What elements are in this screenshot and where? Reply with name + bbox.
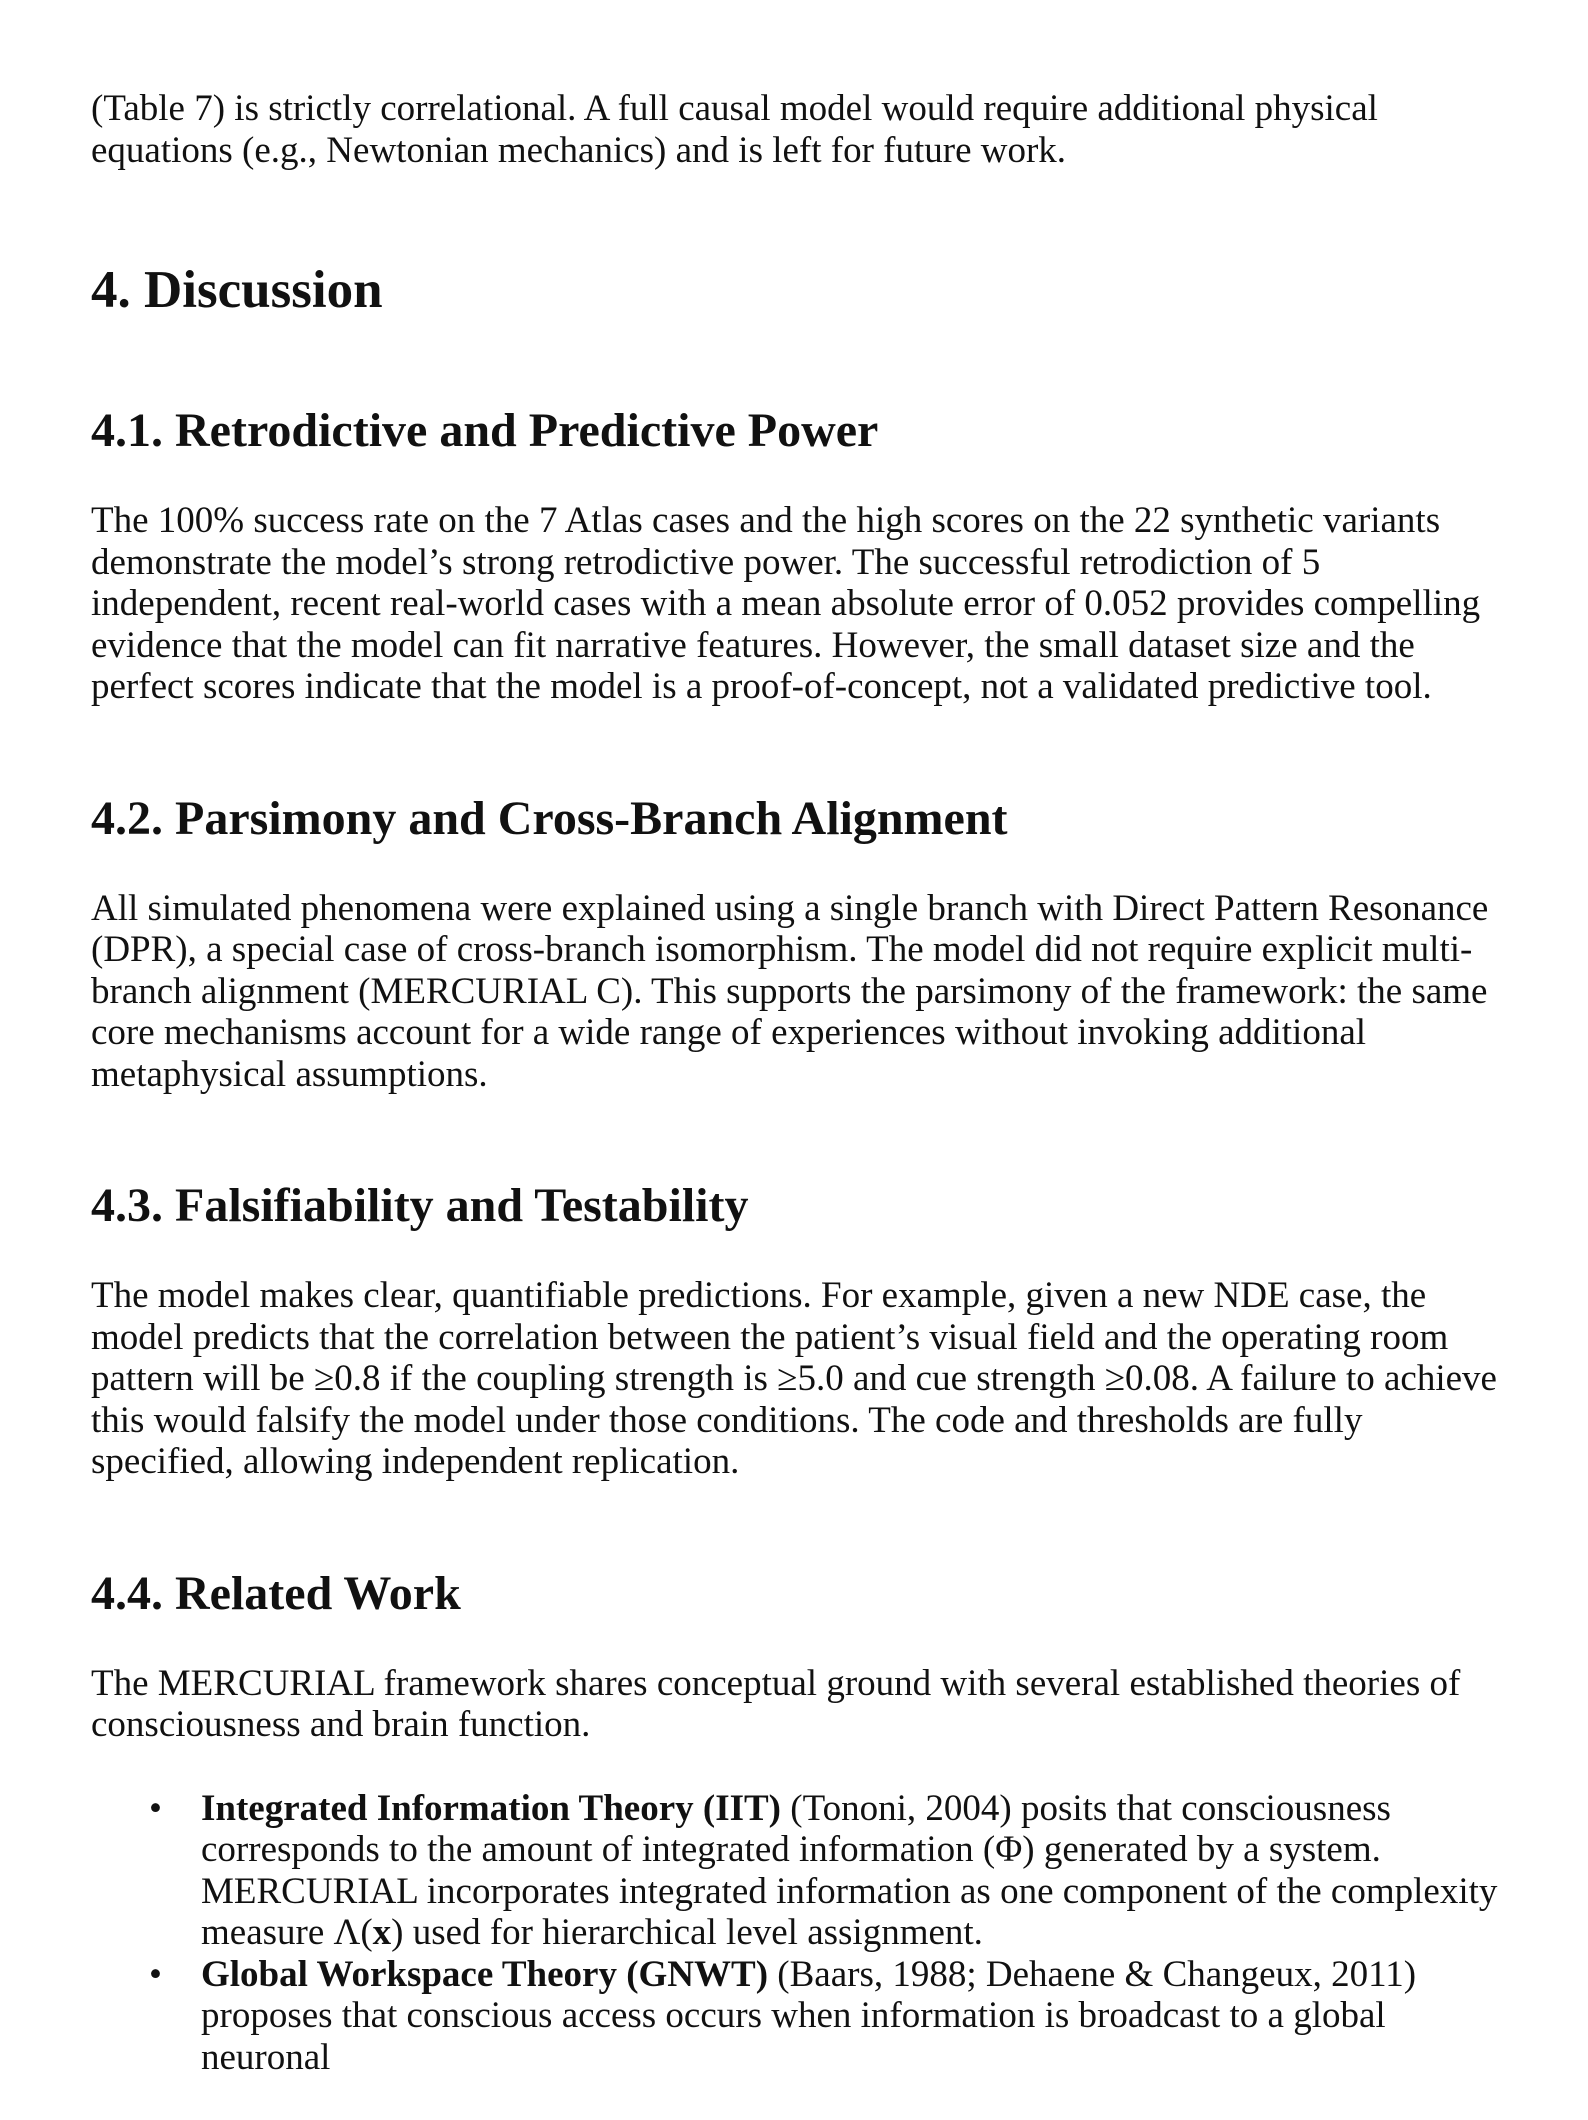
iit-description: (Tononi, 2004) posits that consciousness corresponds to the amount of integrated information (Φ) generated by a system. MERCURIAL incorporates integrated information as one component of the complexity measure Λ(	[201, 1787, 1498, 1953]
related-work-list	[91, 1788, 1511, 2079]
paragraph-4-1: The 100% success rate on the 7 Atlas cases and the high scores on the 22 synthetic variants demonstrate the model’s strong retrodictive power. The successful retrodiction of 5 independent, recent real-world cases with a mean absolute error of 0.052 provides compelling evidence that the model can fit narrative features. However, the small dataset size and the perfect scores indicate that the model is a proof-of-concept, not a validated predictive tool.	[91, 500, 1481, 707]
paragraph-4-2: All simulated phenomena were explained using a single branch with Direct Pattern Resonance (DPR), a special case of cross-branch isomorphism. The model did not require explicit multi-branch alignment (MERCURIAL C). This supports the parsimony of the framework: the same core mechanisms account for a wide range of experiences without invoking additional metaphysical assumptions.	[91, 887, 1489, 1095]
bullet-marker: •	[149, 1787, 162, 1829]
subsection-heading-4-2: 4.2. Parsimony and Cross-Branch Alignment	[91, 791, 1008, 845]
term-iit: Integrated Information Theory (IIT)	[201, 1787, 781, 1829]
subsection-heading-4-4: 4.4. Related Work	[91, 1566, 461, 1620]
paper-page	[91, 88, 1511, 2078]
gnwt-description: (Baars, 1988; Dehaene & Changeux, 2011) proposes that conscious access occurs when information is broadcast to a global neuronal	[201, 1953, 1417, 2078]
bold-x-symbol: x	[372, 1912, 392, 1953]
list-item-gnwt	[91, 1954, 1511, 2079]
subsection-heading-4-3: 4.3. Falsifiability and Testability	[91, 1179, 749, 1232]
paragraph-4-4: The MERCURIAL framework shares conceptual ground with several established theories of consciousness and brain function.	[91, 1662, 1461, 1745]
bullet-marker: •	[149, 1953, 162, 1995]
intro-paragraph: (Table 7) is strictly correlational. A full causal model would require additional physical equations (e.g., Newtonian mechanics) and is left for future work.	[91, 88, 1378, 171]
list-item-iit	[91, 1788, 1511, 1954]
iit-description-end: ) used for hierarchical level assignment.	[391, 1912, 983, 1953]
term-gnwt: Global Workspace Theory (GNWT)	[201, 1953, 769, 1995]
paragraph-4-3: The model makes clear, quantifiable predictions. For example, given a new NDE case, the model predicts that the correlation between the patient’s visual field and the operating room pattern will be ≥0.8 if the coupling strength is ≥5.0 and cue strength ≥0.08. A failure to achieve this would falsify the model under those conditions. The code and thresholds are fully specified, allowing independent replication.	[91, 1275, 1497, 1482]
section-heading-discussion: 4. Discussion	[91, 261, 383, 319]
subsection-heading-4-1: 4.1. Retrodictive and Predictive Power	[91, 404, 879, 457]
